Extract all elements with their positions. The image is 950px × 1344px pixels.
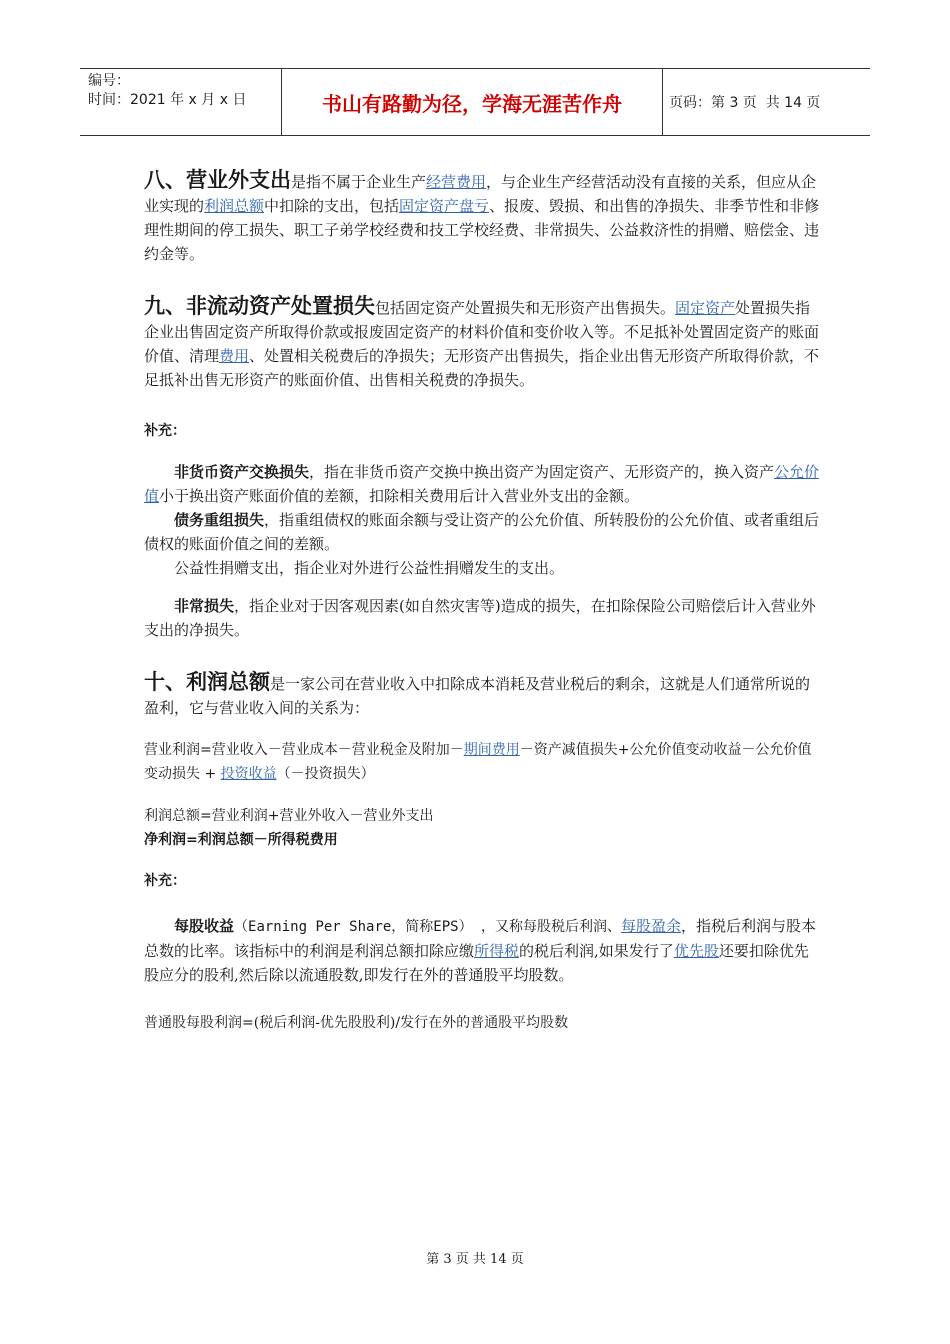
text: 小于换出资产账面价值的差额，扣除相关费用后计入营业外支出的金额。 <box>159 487 640 505</box>
text: 营业利润=营业收入－营业成本－营业税金及附加－ <box>144 742 464 758</box>
link-fixed-asset-loss[interactable]: 固定资产盘亏 <box>399 197 490 215</box>
section-8-title: 八、营业外支出 <box>144 168 291 192</box>
page-header <box>80 68 870 136</box>
text: 的税后利润,如果发行了 <box>519 942 674 960</box>
supplement-1-para-2 <box>144 508 820 556</box>
text: 包括固定资产处置损失和无形资产出售损失。 <box>375 299 676 317</box>
term-extraordinary-loss: 非常损失 <box>174 597 235 615</box>
section-9 <box>144 294 820 392</box>
text: （－投资损失） <box>276 766 375 782</box>
text: （Earning Per Share，简称EPS） ，又称每股税后利润、 <box>234 919 622 935</box>
link-fair-value[interactable]: 公允价值 <box>144 463 820 505</box>
term-nonmonetary-loss: 非货币资产交换损失 <box>174 463 310 481</box>
section-10 <box>144 670 820 720</box>
header-meta <box>80 69 282 135</box>
text: ，指在非货币资产交换中换出资产为固定资产、无形资产的，换入资产 <box>309 463 775 481</box>
supplement-1-para-4 <box>144 594 820 642</box>
text: ，与企业生产经营活动没有直接的关系，但应从企业实现的 <box>144 173 817 215</box>
supplement-1-para-3: 公益性捐赠支出，指企业对外进行公益性捐赠发生的支出。 <box>174 559 565 577</box>
page-footer: 第 3 页 共 14 页 <box>426 1252 524 1267</box>
time-label: 时间：2021 年 x 月 x 日 <box>88 92 247 108</box>
text: 、处置相关税费后的净损失；无形资产出售损失，指企业出售无形资产所取得价款，不足抵补出售无形资产的账面价值、出售相关税费的净损失。 <box>144 347 820 389</box>
header-page <box>663 69 870 135</box>
section-10-title: 十、利润总额 <box>144 670 270 694</box>
formula-eps: 普通股每股利润=(税后利润-优先股股利)/发行在外的普通股平均股数 <box>144 1015 569 1031</box>
number-label: 编号： <box>88 73 130 89</box>
formula-net-profit: 净利润=利润总额－所得税费用 <box>144 832 338 848</box>
term-debt-restructuring-loss: 债务重组损失 <box>174 511 265 529</box>
text: ，指税后利润与股本总数的比率。该指标中的利润是利润总额扣除应缴 <box>144 917 817 960</box>
link-preferred-stock[interactable]: 优先股 <box>673 942 719 960</box>
header-motto: 书山有路勤为径，学海无涯苦作舟 <box>282 69 663 135</box>
link-operating-expense[interactable]: 经营费用 <box>426 173 487 191</box>
formula-operating-profit <box>144 738 820 786</box>
text: ，指企业对于因客观因素(如自然灾害等)造成的损失，在扣除保险公司赔偿后计入营业外支出的净损失。 <box>144 597 816 639</box>
text: 是指不属于企业生产 <box>291 173 427 191</box>
link-investment-income[interactable]: 投资收益 <box>220 766 277 782</box>
link-total-profit[interactable]: 利润总额 <box>204 197 265 215</box>
supplement-label-2: 补充： <box>144 873 186 889</box>
text: 、报废、毁损、和出售的净损失、非季节性和非修理性期间的停工损失、职工子弟学校经费和技工学校经费、非常损失、公益救济性的捐赠、赔偿金、违约金等。 <box>144 197 820 263</box>
text: 是一家公司在营业收入中扣除成本消耗及营业税后的剩余，这就是人们通常所说的盈利，它与营业收入间的关系为： <box>144 675 811 717</box>
header-page-label: 页码：第 3 页 共 14 页 <box>669 95 821 111</box>
text: 还要扣除优先股应分的股利,然后除以流通股数,即发行在外的普通股平均股数。 <box>144 942 809 984</box>
section-9-title: 九、非流动资产处置损失 <box>144 294 375 318</box>
supplement-1-para-1 <box>144 460 820 508</box>
text: 中扣除的支出，包括 <box>264 197 400 215</box>
text: 处置损失指企业出售固定资产所取得价款或报废固定资产的材料价值和变价收入等。不足抵补处置固定资产的账面价值、清理 <box>144 299 820 365</box>
text: ，指重组债权的账面余额与受让资产的公允价值、所转股份的公允价值、或者重组后债权的账面价值之间的差额。 <box>144 511 820 553</box>
link-fixed-assets[interactable]: 固定资产 <box>675 299 736 317</box>
section-8 <box>144 168 820 266</box>
link-period-expense[interactable]: 期间费用 <box>463 742 520 758</box>
supplement-label-1: 补充： <box>144 423 186 439</box>
document-body <box>144 168 820 1035</box>
term-eps: 每股收益 <box>174 917 235 935</box>
text: －资产减值损失+公允价值变动收益－公允价值变动损失 + <box>144 742 812 782</box>
link-earnings-per-share[interactable]: 每股盈余 <box>621 917 682 935</box>
link-income-tax[interactable]: 所得税 <box>474 942 520 960</box>
link-expenses[interactable]: 费用 <box>219 347 250 365</box>
supplement-2-para-1 <box>144 914 820 987</box>
formula-total-profit: 利润总额=营业利润+营业外收入－营业外支出 <box>144 808 434 824</box>
